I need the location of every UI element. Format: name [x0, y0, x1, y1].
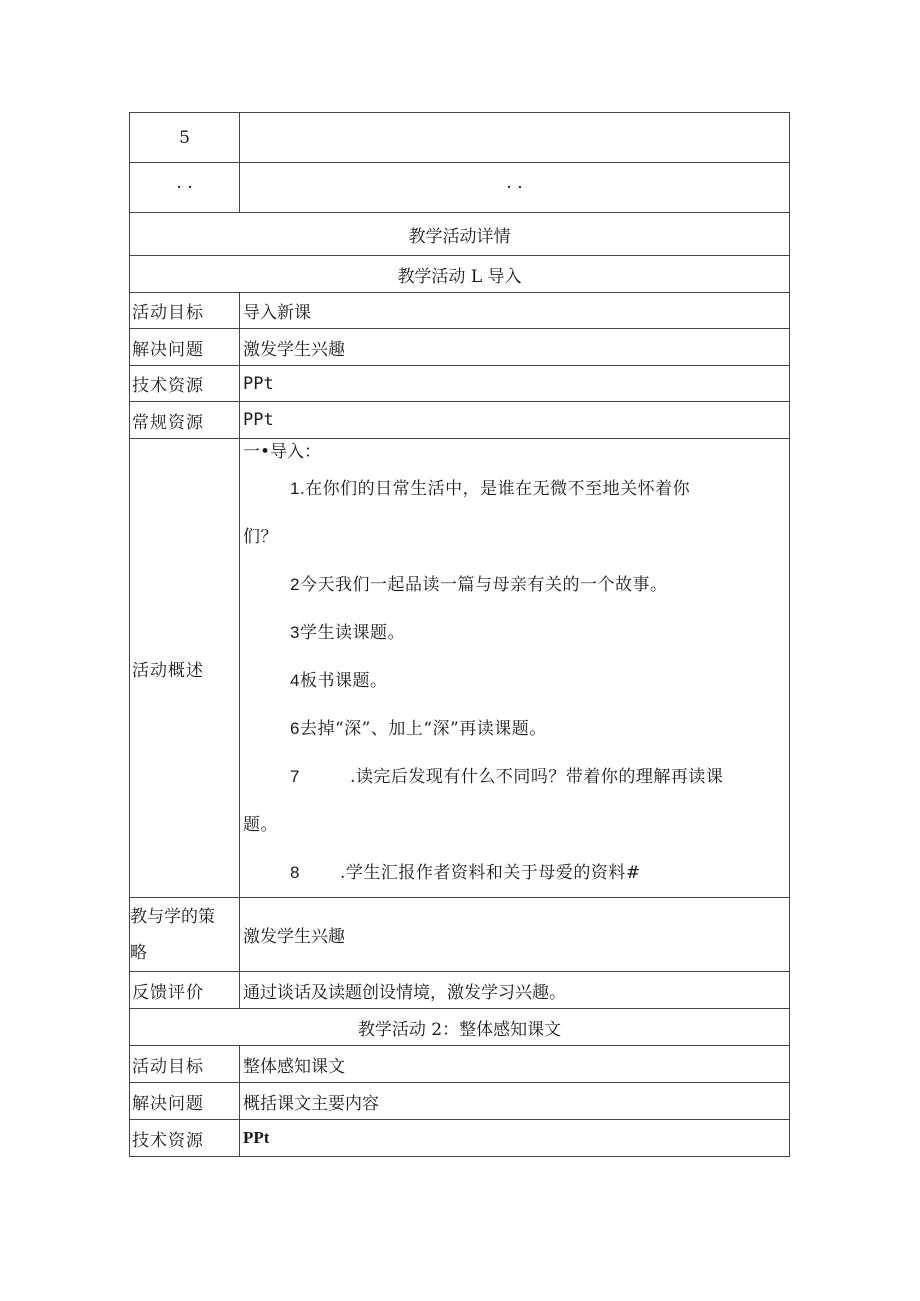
header-cell-left: · ·: [130, 163, 240, 213]
item-number: 8: [290, 863, 300, 882]
item-text: .学生汇报作者资料和关于母爱的资料#: [340, 863, 641, 883]
table-row: [130, 113, 790, 163]
row-label: 常规资源: [130, 402, 240, 439]
table-row: [130, 329, 790, 366]
overview-item: [240, 705, 789, 753]
overview-item: [240, 465, 789, 513]
overview-item: [240, 657, 789, 705]
row-value: 整体感知课文: [240, 1046, 790, 1083]
row-value: PPt: [240, 402, 790, 439]
activity1-title: 教学活动 L 导入: [130, 256, 790, 293]
overview-item: [240, 609, 789, 657]
activity-title-row: [130, 256, 790, 293]
overview-heading: 一•导入：: [243, 442, 322, 462]
row-label: 技术资源: [130, 366, 240, 402]
item-text: 板书课题。: [299, 671, 388, 691]
row-value: 导入新课: [240, 293, 790, 329]
activity2-title: 教学活动 2：整体感知课文: [130, 1009, 790, 1046]
row-value: 激发学生兴趣: [240, 329, 790, 366]
item-number: 2: [290, 575, 300, 594]
item-number: 3: [290, 623, 300, 642]
item-text: 去掉“深”、加上“深”再读课题。: [299, 719, 547, 739]
strategy-label-line2: 略: [130, 942, 147, 963]
table-row: [130, 163, 790, 213]
item-text: 学生读课题。: [299, 623, 405, 643]
feedback-value: 通过谈话及读题创设情境，激发学习兴趣。: [240, 972, 790, 1009]
row-label: 解决问题: [130, 329, 240, 366]
item-text: 今天我们一起品读一篇与母亲有关的一个故事。: [299, 575, 668, 595]
strategy-value: 激发学生兴趣: [240, 898, 790, 972]
row-label: 活动目标: [130, 1046, 240, 1083]
header-cell-right: [240, 113, 790, 163]
overview-item: [240, 753, 789, 801]
row-label: 活动目标: [130, 293, 240, 329]
item-text: .读完后发现有什么不同吗？带着你的理解再读课: [350, 767, 724, 787]
section-title-row: [130, 213, 790, 256]
overview-label: 活动概述: [130, 439, 240, 898]
row-label: 解决问题: [130, 1083, 240, 1120]
overview-item-continued: 题。: [243, 815, 278, 835]
item-number: 4: [290, 671, 300, 690]
item-number: 6: [290, 719, 300, 738]
strategy-row: [130, 898, 790, 972]
row-value: PPt: [240, 1120, 790, 1157]
table-row: [130, 293, 790, 329]
lesson-plan-table: [129, 112, 790, 1157]
row-label: 技术资源: [130, 1120, 240, 1157]
overview-item: [240, 849, 789, 897]
activity-title-row: [130, 1009, 790, 1046]
row-value: PPt: [240, 366, 790, 402]
header-cell-left: 5: [130, 113, 240, 163]
item-text: 在你们的日常生活中，是谁在无微不至地关怀着你: [305, 479, 691, 499]
feedback-label: 反馈评价: [130, 972, 240, 1009]
table-row: [130, 1083, 790, 1120]
overview-item: [240, 561, 789, 609]
table-row: [130, 402, 790, 439]
table-row: [130, 366, 790, 402]
item-number: 1.: [290, 479, 306, 498]
strategy-label: [130, 898, 240, 972]
table-row: [130, 1120, 790, 1157]
header-cell-right: · ·: [240, 163, 790, 213]
overview-item-continued: 们？: [243, 527, 278, 547]
overview-content: [240, 439, 790, 898]
item-number: 7: [290, 767, 300, 786]
strategy-label-line1: 教与学的策: [130, 906, 215, 927]
row-value: 概括课文主要内容: [240, 1083, 790, 1120]
table-row: [130, 1046, 790, 1083]
section-title: 教学活动详情: [130, 213, 790, 256]
overview-row: [130, 439, 790, 898]
feedback-row: [130, 972, 790, 1009]
